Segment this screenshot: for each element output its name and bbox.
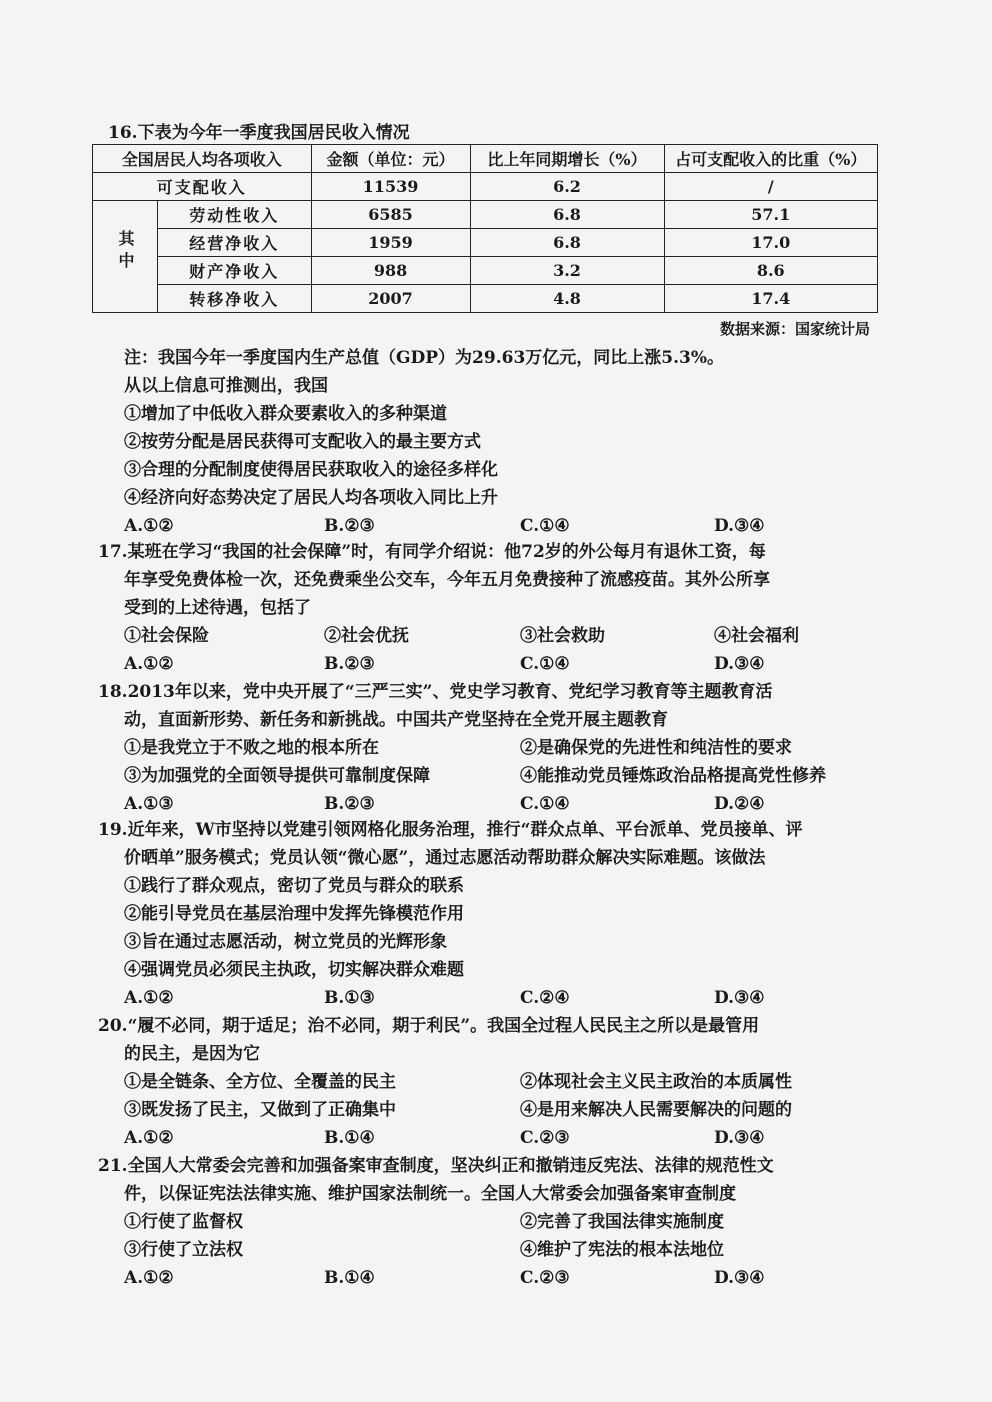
q21-item: ④维护了宪法的根本法地位 xyxy=(520,1240,724,1260)
table-cell-growth: 6.2 xyxy=(470,173,664,201)
q19-item: ④强调党员必须民主执政，切实解决群众难题 xyxy=(124,960,464,980)
q21-item: ③行使了立法权 xyxy=(124,1240,243,1260)
q18-item: ②是确保党的先进性和纯洁性的要求 xyxy=(520,738,792,758)
table-header: 比上年同期增长（%） xyxy=(470,145,664,173)
q18-item: ③为加强党的全面领导提供可靠制度保障 xyxy=(124,766,430,786)
q16-item: ①增加了中低收入群众要素收入的多种渠道 xyxy=(124,404,447,424)
q18-item: ①是我党立于不败之地的根本所在 xyxy=(124,738,379,758)
option-d: D.③④ xyxy=(714,654,765,674)
table-cell-label: 财产净收入 xyxy=(158,257,312,285)
table-header: 占可支配收入的比重（%） xyxy=(664,145,877,173)
option-b: B.①④ xyxy=(324,1128,375,1148)
q21-stem-line: 件，以保证宪法法律实施、维护国家法制统一。全国人大常委会加强备案审查制度 xyxy=(124,1184,736,1204)
option-b: B.②③ xyxy=(324,516,375,536)
table-cell-amount: 6585 xyxy=(311,201,470,229)
q17-stem-line: 受到的上述待遇，包括了 xyxy=(124,598,311,618)
option-b: B.②③ xyxy=(324,794,375,814)
q19-stem-line: 价晒单”服务模式；党员认领“微心愿”，通过志愿活动帮助群众解决实际难题。该做法 xyxy=(124,848,766,868)
option-d: D.③④ xyxy=(714,988,765,1008)
q17-options xyxy=(98,650,878,678)
option-b: B.②③ xyxy=(324,654,375,674)
option-c: C.①④ xyxy=(520,794,570,814)
q21-items-row xyxy=(98,1236,878,1264)
q21 xyxy=(98,1152,878,1292)
q19-stem-line: 19.近年来，W市坚持以党建引领网格化服务治理，推行“群众点单、平台派单、党员接单、评 xyxy=(98,820,803,840)
q16-stem: 从以上信息可推测出，我国 xyxy=(124,376,328,396)
table-row xyxy=(93,285,878,313)
option-c: C.②③ xyxy=(520,1128,570,1148)
table-cell-growth: 3.2 xyxy=(470,257,664,285)
option-b: B.①③ xyxy=(324,988,375,1008)
option-a: A.①② xyxy=(124,1268,174,1288)
q20-item: ③既发扬了民主，又做到了正确集中 xyxy=(124,1100,396,1120)
table-cell-label: 经营净收入 xyxy=(158,229,312,257)
q17-items xyxy=(98,622,878,650)
q18 xyxy=(98,678,878,818)
q18-item: ④能推动党员锤炼政治品格提高党性修养 xyxy=(520,766,826,786)
table-row xyxy=(93,201,878,229)
table-cell-share: 8.6 xyxy=(664,257,877,285)
table-cell-growth: 6.8 xyxy=(470,201,664,229)
option-b: B.①④ xyxy=(324,1268,375,1288)
table-cell-growth: 6.8 xyxy=(470,229,664,257)
income-table xyxy=(92,144,878,313)
table-header-row xyxy=(93,145,878,173)
table-header: 金额（单位：元） xyxy=(311,145,470,173)
table-header: 全国居民人均各项收入 xyxy=(93,145,312,173)
q18-items-row xyxy=(98,762,878,790)
q16-note: 注：我国今年一季度国内生产总值（GDP）为29.63万亿元，同比上涨5.3%。 xyxy=(124,348,725,368)
q20-stem-line: 的民主，是因为它 xyxy=(124,1044,260,1064)
q16-item: ②按劳分配是居民获得可支配收入的最主要方式 xyxy=(124,432,481,452)
q17-item: ②社会优抚 xyxy=(324,626,409,646)
q16-item: ④经济向好态势决定了居民人均各项收入同比上升 xyxy=(124,488,498,508)
q18-stem-line: 动，直面新形势、新任务和新挑战。中国共产党坚持在全党开展主题教育 xyxy=(124,710,668,730)
option-a: A.①② xyxy=(124,988,174,1008)
q20-stem-line: 20.“履不必同，期于适足；治不必同，期于利民”。我国全过程人民民主之所以是最管用 xyxy=(98,1016,760,1036)
q17-item: ①社会保险 xyxy=(124,626,209,646)
q16-item: ③合理的分配制度使得居民获取收入的途径多样化 xyxy=(124,460,498,480)
table-cell-share: 17.0 xyxy=(664,229,877,257)
table-row xyxy=(93,257,878,285)
table-cell-amount: 988 xyxy=(311,257,470,285)
q16-options xyxy=(124,512,884,540)
q19-item: ②能引导党员在基层治理中发挥先锋模范作用 xyxy=(124,904,464,924)
q20 xyxy=(98,1012,878,1152)
table-cell-share: 17.4 xyxy=(664,285,877,313)
option-d: D.③④ xyxy=(714,1268,765,1288)
q20-item: ①是全链条、全方位、全覆盖的民主 xyxy=(124,1072,396,1092)
option-a: A.①③ xyxy=(124,794,174,814)
q21-item: ①行使了监督权 xyxy=(124,1212,243,1232)
q20-items-row xyxy=(98,1068,878,1096)
q17-stem-line: 17.某班在学习“我国的社会保障”时，有同学介绍说：他72岁的外公每月有退休工资，每 xyxy=(98,542,766,562)
q17-item: ③社会救助 xyxy=(520,626,605,646)
table-cell-label: 劳动性收入 xyxy=(158,201,312,229)
q21-items-row xyxy=(98,1208,878,1236)
group-label: 其中 xyxy=(116,230,135,274)
option-c: C.①④ xyxy=(520,516,570,536)
q19-item: ③旨在通过志愿活动，树立党员的光辉形象 xyxy=(124,932,447,952)
option-a: A.①② xyxy=(124,1128,174,1148)
option-a: A.①② xyxy=(124,516,174,536)
q18-stem-line: 18.2013年以来，党中央开展了“三严三实”、党史学习教育、党纪学习教育等主题教育活 xyxy=(98,682,773,702)
q21-item: ②完善了我国法律实施制度 xyxy=(520,1212,724,1232)
q20-items-row xyxy=(98,1096,878,1124)
q18-options xyxy=(98,790,878,818)
q21-options xyxy=(98,1264,878,1292)
option-c: C.②③ xyxy=(520,1268,570,1288)
q19-item: ①践行了群众观点，密切了党员与群众的联系 xyxy=(124,876,464,896)
option-d: D.③④ xyxy=(714,516,765,536)
table-row xyxy=(93,173,878,201)
table-cell-amount: 2007 xyxy=(311,285,470,313)
q17-item: ④社会福利 xyxy=(714,626,799,646)
q17-stem-line: 年享受免费体检一次，还免费乘坐公交车，今年五月免费接种了流感疫苗。其外公所享 xyxy=(124,570,770,590)
table-cell-share: / xyxy=(664,173,877,201)
option-c: C.②④ xyxy=(520,988,570,1008)
q18-items-row xyxy=(98,734,878,762)
q16-title: 16.下表为今年一季度我国居民收入情况 xyxy=(108,123,410,143)
table-cell-amount: 11539 xyxy=(311,173,470,201)
group-label-cell xyxy=(93,201,158,313)
option-a: A.①② xyxy=(124,654,174,674)
table-cell-label: 转移净收入 xyxy=(158,285,312,313)
q19 xyxy=(98,816,878,1012)
table-cell-growth: 4.8 xyxy=(470,285,664,313)
q20-options xyxy=(98,1124,878,1152)
q19-options xyxy=(98,984,878,1012)
q16-body xyxy=(124,344,884,540)
q17 xyxy=(98,538,878,678)
option-d: D.②④ xyxy=(714,794,765,814)
table-cell-share: 57.1 xyxy=(664,201,877,229)
table-row xyxy=(93,229,878,257)
table-cell-amount: 1959 xyxy=(311,229,470,257)
q20-item: ②体现社会主义民主政治的本质属性 xyxy=(520,1072,792,1092)
table-cell-label: 可支配收入 xyxy=(93,173,312,201)
q21-stem-line: 21.全国人大常委会完善和加强备案审查制度，坚决纠正和撤销违反宪法、法律的规范性文 xyxy=(98,1156,774,1176)
option-c: C.①④ xyxy=(520,654,570,674)
data-source: 数据来源：国家统计局 xyxy=(719,320,870,338)
option-d: D.③④ xyxy=(714,1128,765,1148)
q20-item: ④是用来解决人民需要解决的问题的 xyxy=(520,1100,792,1120)
